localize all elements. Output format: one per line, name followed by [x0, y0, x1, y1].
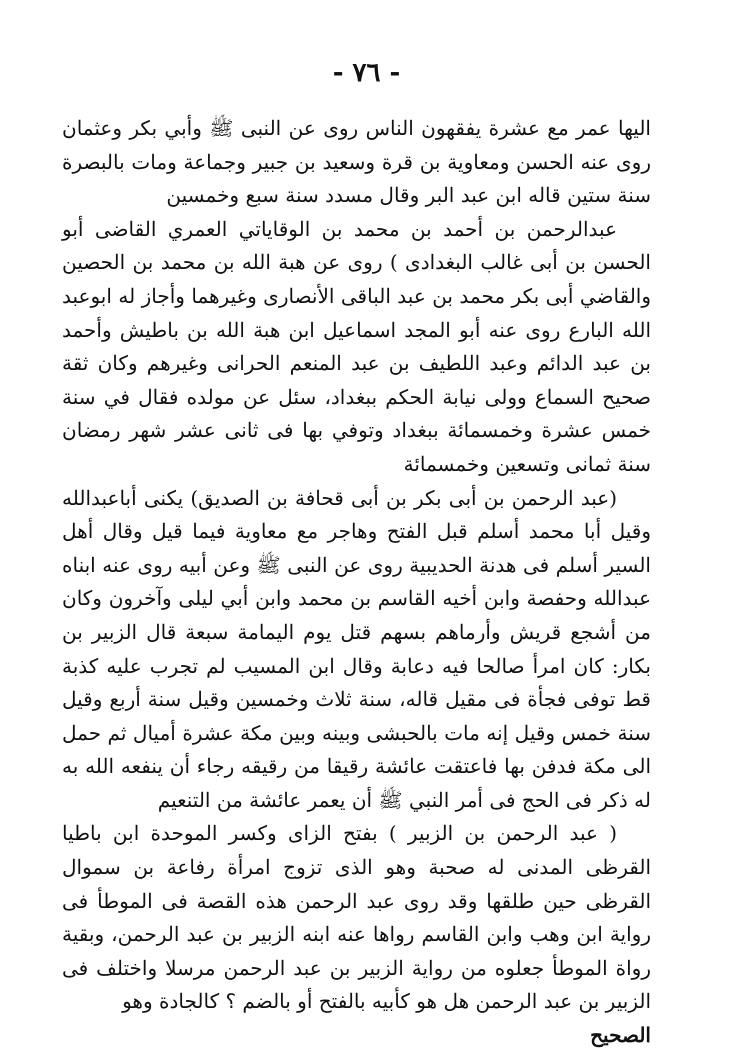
paragraph-2: عبدالرحمن بن أحمد بن محمد بن الوقاياتي العمري القاضى أبو الحسن بن أبى غالب البغدادى ) روى عن هبة الله بن محمد بن الحصين والقاضي أبى بكر محمد بن عبد الباقى الأنصارى وغيرهما وأجاز له ابوعبد الله البارع روى عنه أبو المجد اسماعيل ابن هبة الله بن باطيش وأحمد بن عبد الدائم وعبد اللطيف بن عبد المنعم الحرانى وغيرهم وكان ثقة صحيح السماع وولى نيابة الحكم ببغداد، سئل عن مولده فقال في سنة خمس عشرة وخمسمائة ببغداد وتوفي بها فى ثانى عشر شهر رمضان سنة ثمانى وتسعين وخمسمائة: [62, 216, 651, 476]
closing-word: الصحيح: [590, 1023, 651, 1048]
body-text: [62, 112, 651, 1053]
paragraph-1: اليها عمر مع عشرة يفقهون الناس روى عن النبى ﷺ وأبي بكر وعثمان روى عنه الحسن ومعاوية بن قرة وسعيد بن جبير وجماعة ومات بالبصرة سنة ستين قاله ابن عبد البر وقال مسدد سنة سبع وخمسين: [62, 116, 651, 208]
paragraph-3: (عبد الرحمن بن أبى بكر بن أبى قحافة بن الصديق) يكنى أباعبدالله وقيل أبا محمد أسلم قبل الفتح وهاجر مع معاوية فيما قيل وقال أهل السير أسلم فى هدنة الحديبية روى عن النبى ﷺ وعن أبيه روى عنه ابناه عبدالله وحفصة وابن أخيه القاسم بن محمد وابن أبي ليلى وآخرون وكان من أشجع قريش وأرماهم بسهم قتل يوم اليمامة سبعة قال الزبير بن بكار: كان امرأ صالحا فيه دعابة وقال ابن المسيب لم تجرب عليه كذبة قط توفى فجأة فى مقيل قاله، سنة ثلاث وخمسين وقيل سنة أربع وقيل سنة خمس وقيل إنه مات بالحبشى وبينه وبين مكة عشرة أميال ثم حمل الى مكة فدفن بها فاعتقت عائشة رقيقا من رقيقه رجاء أن ينفعه الله به له ذكر فى الحج فى أمر النبي ﷺ أن يعمر عائشة من التنعيم: [62, 485, 651, 812]
page-number: - ٧٦ -: [332, 58, 401, 88]
paragraph-4: ( عبد الرحمن بن الزبير ) بفتح الزاى وكسر الموحدة ابن باطيا القرظى المدنى له صحبة وهو الذى تزوج امرأة رفاعة بن سموال القرظى حين طلقها وقد روى عبد الرحمن هذه القصة فى الموطأ فى رواية ابن وهب وابن القاسم رواها عنه ابنه الزبير بن عبد الرحمن، وبقية رواة الموطأ جعلوه من رواية الزبير بن عبد الرحمن مرسلا واختلف فى الزبير بن عبد الرحمن هل هو كأبيه بالفتح أو بالضم ؟ كالجادة وهو: [62, 821, 651, 1014]
